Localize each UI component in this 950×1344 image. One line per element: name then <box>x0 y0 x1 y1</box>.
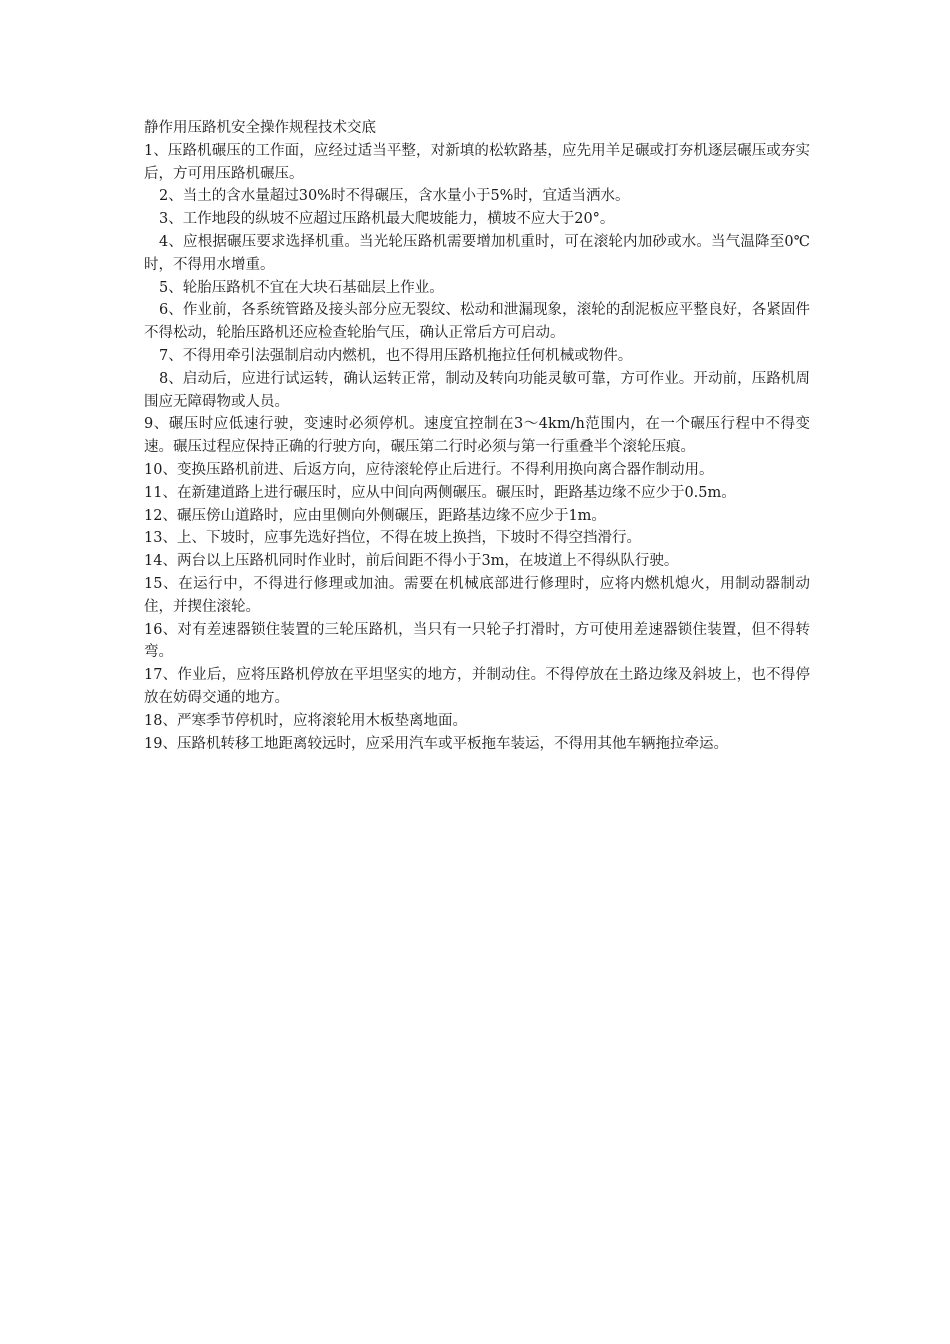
item-12: 12、碾压傍山道路时，应由里侧向外侧碾压，距路基边缘不应少于1m。 <box>144 507 606 524</box>
item-6: 6、作业前，各系统管路及接头部分应无裂纹、松动和泄漏现象，滚轮的刮泥板应平整良好，各紧固件不得松动，轮胎压路机还应检查轮胎气压，确认正常后方可启动。 <box>144 302 810 342</box>
document-title: 静作用压路机安全操作规程技术交底 <box>144 120 376 136</box>
item-10: 10、变换压路机前进、后返方向，应待滚轮停止后进行。不得利用换向离合器作制动用。 <box>144 461 714 478</box>
item-14: 14、两台以上压路机同时作业时，前后间距不得小于3m，在坡道上不得纵队行驶。 <box>144 553 679 570</box>
item-3: 3、工作地段的纵坡不应超过压路机最大爬坡能力，横坡不应大于20°。 <box>159 211 615 228</box>
item-16: 16、对有差速器锁住装置的三轮压路机，当只有一只轮子打滑时，方可使用差速器锁住装置，但不得转弯。 <box>144 621 810 661</box>
item-9: 9、碾压时应低速行驶，变速时必须停机。速度宜控制在3～4km/h范围内，在一个碾压行程中不得变速。碾压过程应保持正确的行驶方向，碾压第二行时必须与第一行重叠半个滚轮压痕。 <box>144 416 810 456</box>
item-1: 1、压路机碾压的工作面，应经过适当平整，对新填的松软路基，应先用羊足碾或打夯机逐层碾压或夯实后，方可用压路机碾压。 <box>144 142 810 182</box>
item-15: 15、在运行中，不得进行修理或加油。需要在机械底部进行修理时，应将内燃机熄火，用制动器制动住，并揳住滚轮。 <box>144 575 810 615</box>
item-19: 19、压路机转移工地距离较远时，应采用汽车或平板拖车装运，不得用其他车辆拖拉牵运。 <box>144 735 728 752</box>
item-7: 7、不得用牵引法强制启动内燃机，也不得用压路机拖拉任何机械或物件。 <box>159 347 633 364</box>
item-18: 18、严寒季节停机时，应将滚轮用木板垫离地面。 <box>144 712 467 729</box>
item-11: 11、在新建道路上进行碾压时，应从中间向两侧碾压。碾压时，距路基边缘不应少于0.5m。 <box>144 484 736 501</box>
item-8: 8、启动后，应进行试运转，确认运转正常，制动及转向功能灵敏可靠，方可作业。开动前，压路机周围应无障碍物或人员。 <box>144 370 810 410</box>
document-body <box>144 117 810 755</box>
item-2: 2、当土的含水量超过30%时不得碾压，含水量小于5%时，宜适当洒水。 <box>159 188 630 205</box>
item-13: 13、上、下坡时，应事先选好挡位，不得在坡上换挡，下坡时不得空挡滑行。 <box>144 530 641 547</box>
item-17: 17、作业后，应将压路机停放在平坦坚实的地方，并制动住。不得停放在土路边缘及斜坡上，也不得停放在妨碍交通的地方。 <box>144 667 810 706</box>
item-5: 5、轮胎压路机不宜在大块石基础层上作业。 <box>159 279 444 296</box>
item-4: 4、应根据碾压要求选择机重。当光轮压路机需要增加机重时，可在滚轮内加砂或水。当气温降至0℃时，不得用水增重。 <box>144 233 810 273</box>
